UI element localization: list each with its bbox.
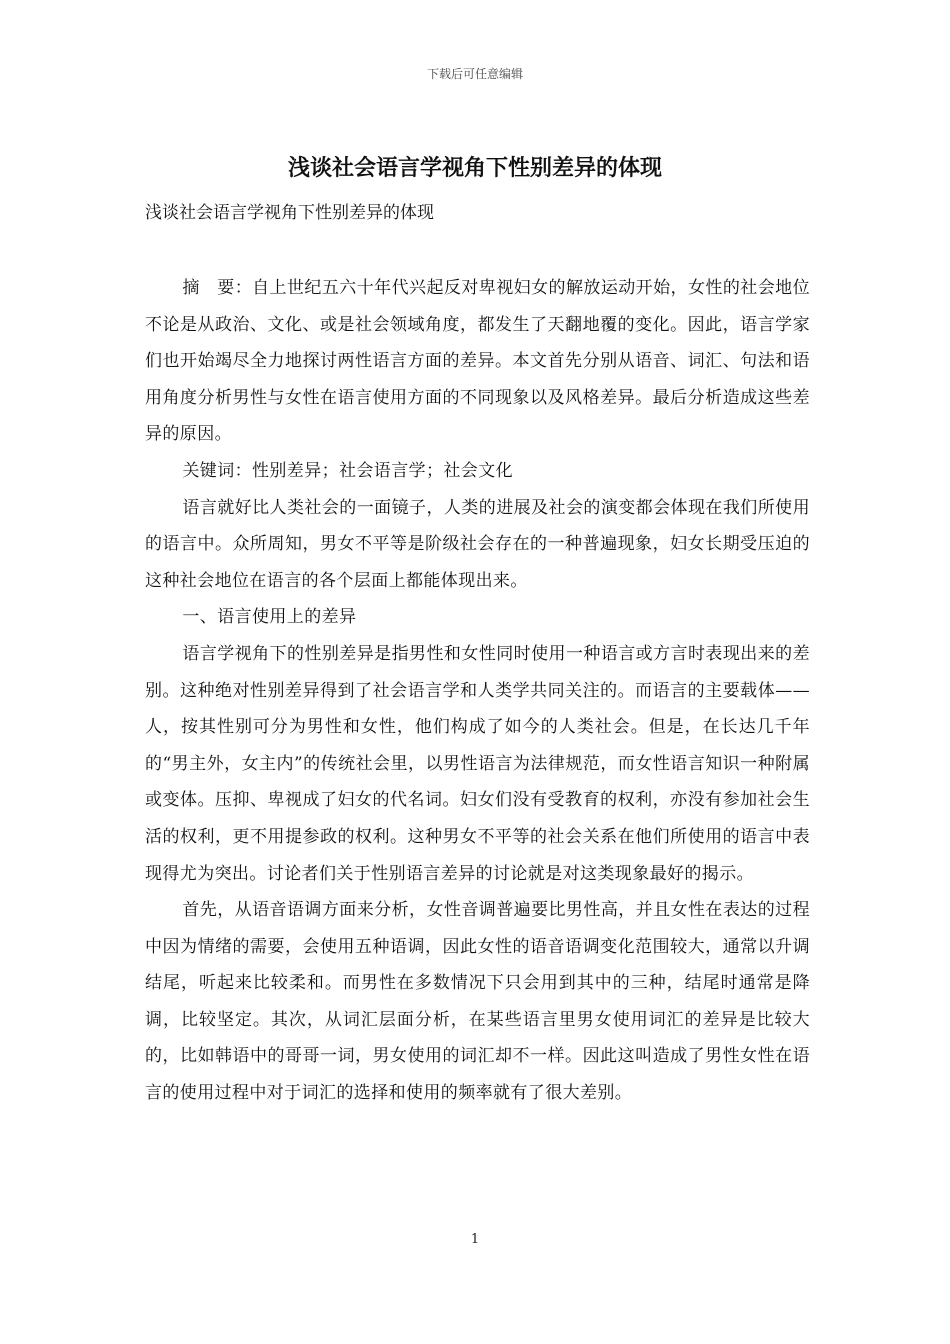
intro-paragraph: 语言就好比人类社会的一面镜子，人类的进展及社会的演变都会体现在我们所使用的语言中。众所周知，男女不平等是阶级社会存在的一种普遍现象，妇女长期受压迫的这种社会地位在语言的各个层面上都能体现出来。 <box>145 497 810 591</box>
page-number: 1 <box>470 1232 480 1247</box>
document-title: 浅谈社会语言学视角下性别差异的体现 <box>287 156 662 181</box>
section-heading: 一、语言使用上的差异 <box>182 607 357 628</box>
keywords-paragraph: 关键词：性别差异；社会语言学；社会文化 <box>182 460 513 481</box>
page-header-note: 下载后可任意编辑 <box>426 67 523 81</box>
document-body <box>145 270 810 1112</box>
body-paragraph: 语言学视角下的性别差异是指男性和女性同时使用一种语言或方言时表现出来的差别。这种绝对性别差异得到了社会语言学和人类学共同关注的。而语言的主要载体——人，按其性别可分为男性和女性，他们构成了如今的人类社会。但是，在长达几千年的“男主外，女主内”的传统社会里，以男性语言为法律规范，而女性语言知识一种附属或变体。压抑、卑视成了妇女的代名词。妇女们没有受教育的权利，亦没有参加社会生活的权利，更不用提参政的权利。这种男女不平等的社会关系在他们所使用的语言中表现得尤为突出。讨论者们关于性别语言差异的讨论就是对这类现象最好的揭示。 <box>145 643 810 884</box>
abstract-paragraph: 摘 要：自上世纪五六十年代兴起反对卑视妇女的解放运动开始，女性的社会地位不论是从政治、文化、或是社会领域角度，都发生了天翻地覆的变化。因此，语言学家们也开始竭尽全力地探讨两性语言方面的差异。本文首先分别从语音、词汇、句法和语用角度分析男性与女性在语言使用方面的不同现象以及风格差异。最后分析造成这些差异的原因。 <box>145 278 810 445</box>
document-subtitle: 浅谈社会语言学视角下性别差异的体现 <box>145 203 434 223</box>
body-paragraph: 首先，从语音语调方面来分析，女性音调普遍要比男性高，并且女性在表达的过程中因为情绪的需要，会使用五种语调，因此女性的语音语调变化范围较大，通常以升调结尾，听起来比较柔和。而男性在多数情况下只会用到其中的三种，结尾时通常是降调，比较坚定。其次，从词汇层面分析，在某些语言里男女使用词汇的差异是比较大的，比如韩语中的哥哥一词，男女使用的词汇却不一样。因此这叫造成了男性女性在语言的使用过程中对于词汇的选择和使用的频率就有了很大差别。 <box>145 900 810 1104</box>
